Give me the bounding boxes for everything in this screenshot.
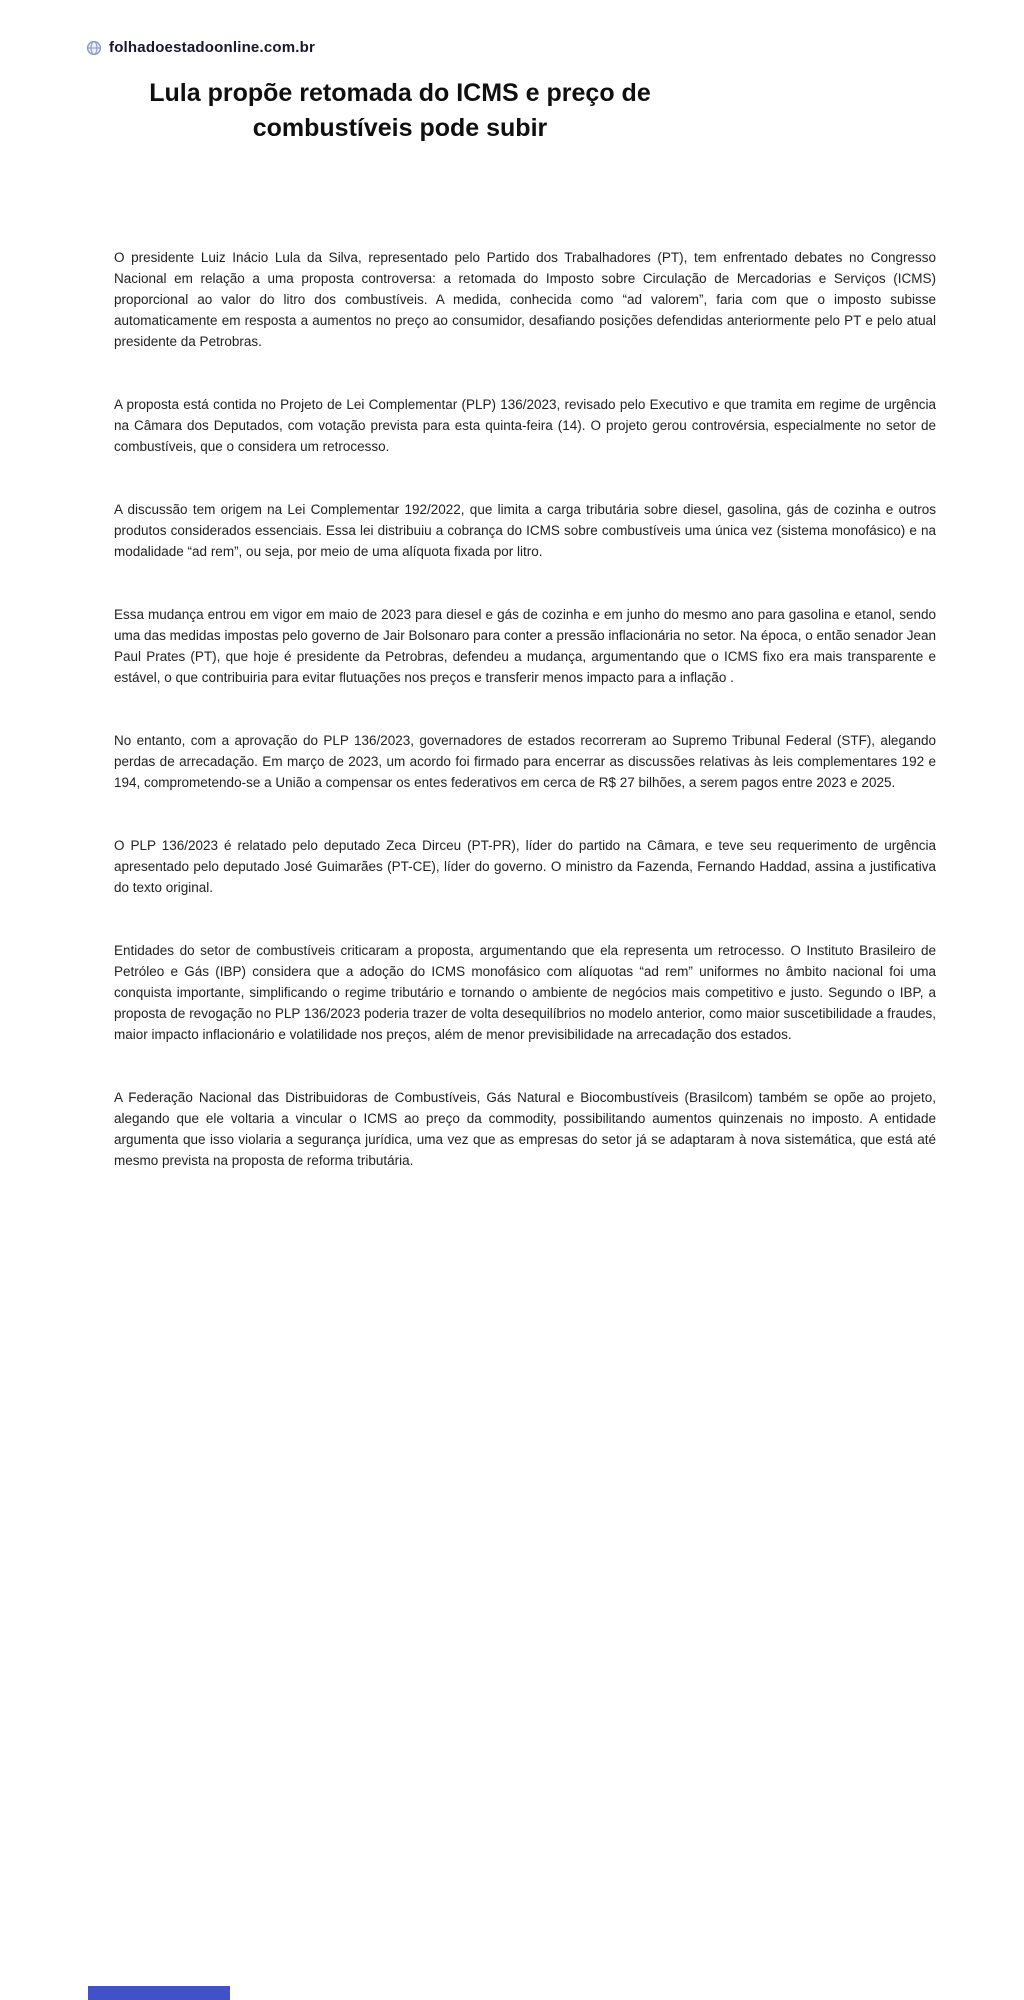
article-paragraph-3: A discussão tem origem na Lei Complementar 192/2022, que limita a carga tributária sobre diesel, gasolina, gás de cozinha e outros produtos considerados essenciais. Essa lei distribuiu a cobrança do ICMS sobre combustíveis uma única vez (sistema monofásico) e na modalidade “ad rem”, ou seja, por meio de uma alíquota fixada por litro. — [114, 502, 936, 559]
article-paragraph-6: O PLP 136/2023 é relatado pelo deputado Zeca Dirceu (PT-PR), líder do partido na Câmara, e teve seu requerimento de urgência apresentado pelo deputado José Guimarães (PT-CE), líder do governo. O ministro da Fazenda, Fernando Haddad, assina a justificativa do texto original. — [114, 838, 936, 895]
globe-icon — [86, 40, 102, 56]
article-paragraph-1: O presidente Luiz Inácio Lula da Silva, representado pelo Partido dos Trabalhadores (PT), tem enfrentado debates no Congresso Nacional em relação a uma proposta controversa: a retomada do Imposto sobre Circulação de Mercadorias e Serviços (ICMS) proporcional ao valor do litro dos combustíveis. A medida, conhecida como “ad valorem”, faria com que o imposto subisse automaticamente em resposta a aumentos no preço ao consumidor, desafiando posições defendidas anteriormente pelo PT e pelo atual presidente da Petrobras. — [114, 250, 936, 349]
bottom-accent-bar — [88, 1986, 230, 2000]
article-paragraph-7: Entidades do setor de combustíveis criticaram a proposta, argumentando que ela representa um retrocesso. O Instituto Brasileiro de Petróleo e Gás (IBP) considera que a adoção do ICMS monofásico com alíquotas “ad rem” uniformes no âmbito nacional foi uma conquista importante, simplificando o regime tributário e tornando o ambiente de negócios mais competitivo e justo. Segundo o IBP, a proposta de revogação no PLP 136/2023 poderia trazer de volta desequilíbrios no modelo anterior, como maior suscetibilidade a fraudes, maior impacto inflacionário e volatilidade nos preços, além de menor previsibilidade na arrecadação dos estados. — [114, 943, 936, 1042]
article-paragraph-2: A proposta está contida no Projeto de Lei Complementar (PLP) 136/2023, revisado pelo Executivo e que tramita em regime de urgência na Câmara dos Deputados, com votação prevista para esta quinta-feira (14). O projeto gerou controvérsia, especialmente no setor de combustíveis, que o considera um retrocesso. — [114, 397, 936, 454]
article-body — [114, 247, 936, 1213]
article-headline: Lula propõe retomada do ICMS e preço de combustíveis pode subir — [149, 79, 651, 142]
article-paragraph-5: No entanto, com a aprovação do PLP 136/2023, governadores de estados recorreram ao Supremo Tribunal Federal (STF), alegando perdas de arrecadação. Em março de 2023, um acordo foi firmado para encerrar as discussões relativas às leis complementares 192 e 194, comprometendo-se a União a compensar os entes federativos em cerca de R$ 27 bilhões, a serem pagos entre 2023 e 2025. — [114, 733, 936, 790]
article-paragraph-8: A Federação Nacional das Distribuidoras de Combustíveis, Gás Natural e Biocombustíveis (Brasilcom) também se opõe ao projeto, alegando que ele voltaria a vincular o ICMS ao preço da commodity, possibilitando aumentos quinzenais no imposto. A entidade argumenta que isso violaria a segurança jurídica, uma vez que as empresas do setor já se adaptaram à nova sistemática, que está até mesmo prevista na proposta de reforma tributária. — [114, 1090, 936, 1168]
site-domain-link[interactable]: folhadoestadoonline.com.br — [109, 39, 316, 56]
article-paragraph-4: Essa mudança entrou em vigor em maio de 2023 para diesel e gás de cozinha e em junho do mesmo ano para gasolina e etanol, sendo uma das medidas impostas pelo governo de Jair Bolsonaro para conter a pressão inflacionária no setor. Na época, o então senador Jean Paul Prates (PT), que hoje é presidente da Petrobras, defendeu a mudança, argumentando que o ICMS fixo era mais transparente e estável, o que contribuiria para evitar flutuações nos preços e transferir menos impacto para a inflação . — [114, 607, 936, 685]
site-header — [86, 39, 315, 56]
